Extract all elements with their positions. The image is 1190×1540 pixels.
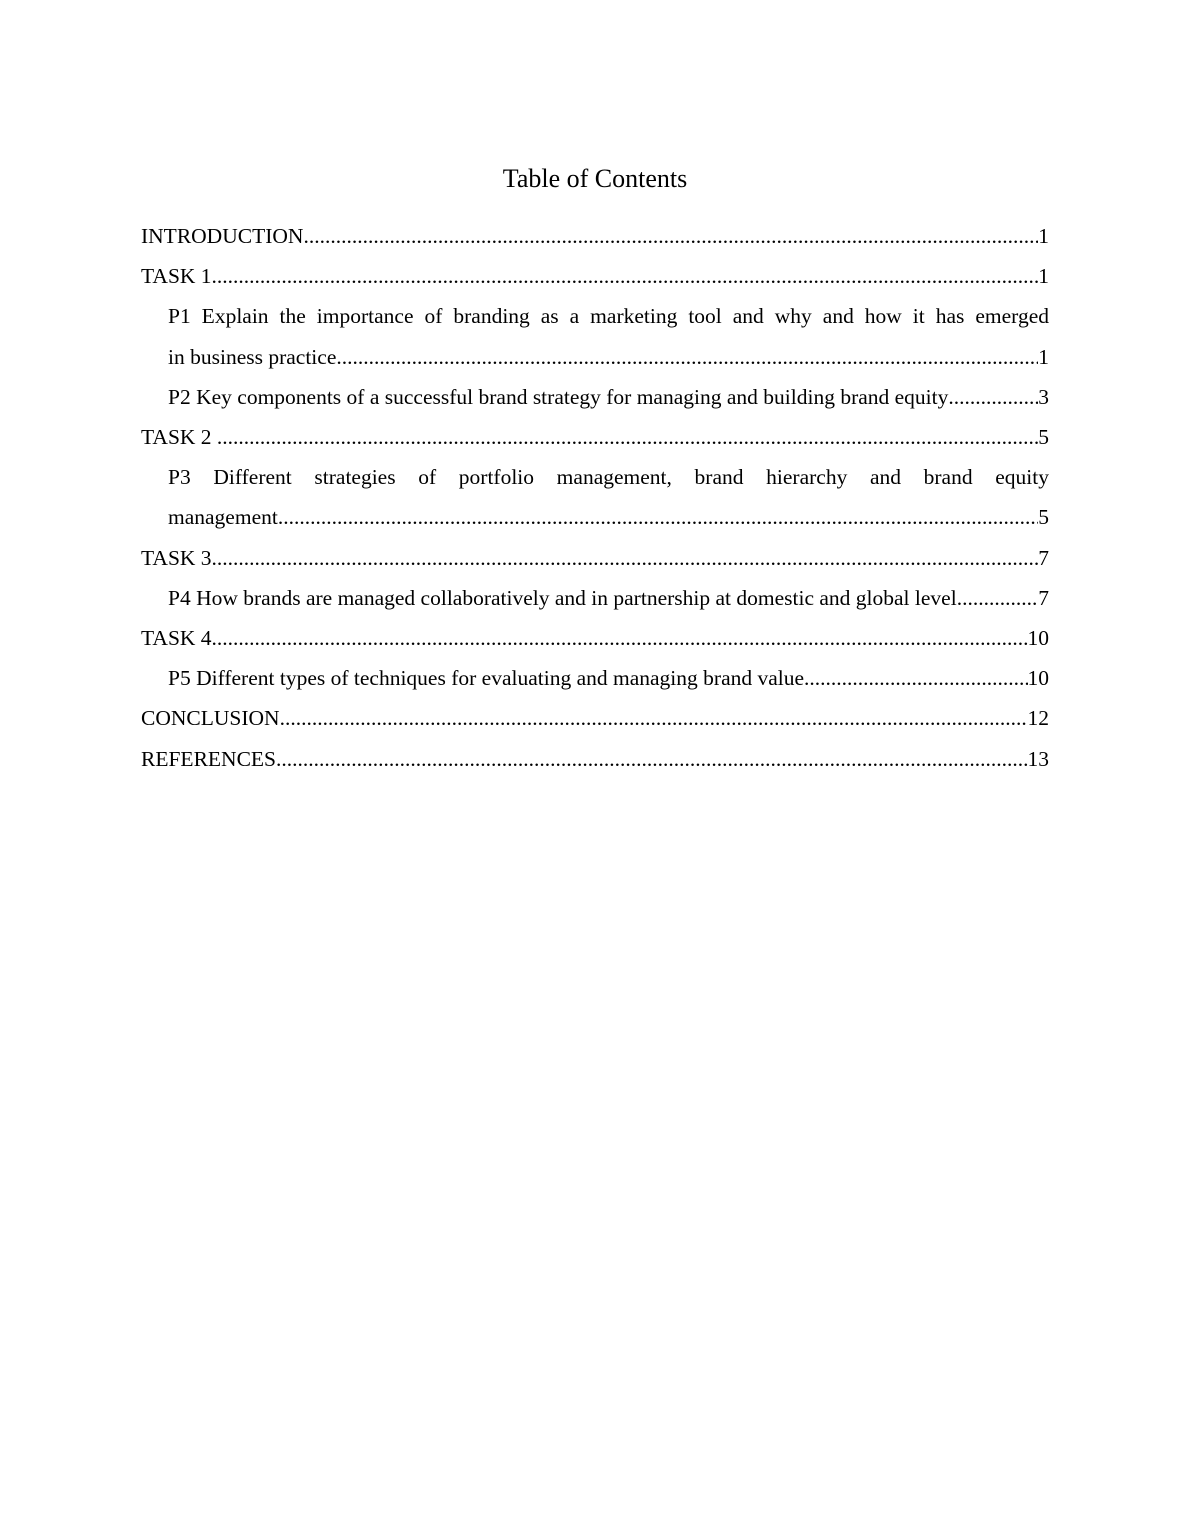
toc-page-number: 1: [1038, 264, 1049, 289]
toc-entry-p4[interactable]: [141, 578, 1049, 618]
toc-entry-introduction[interactable]: [141, 216, 1049, 256]
toc-page-number: 7: [1038, 545, 1049, 570]
toc-entry-text: P5 Different types of techniques for evaluating and managing brand value: [168, 666, 805, 691]
toc-entry-task-4[interactable]: [141, 618, 1049, 658]
toc-page-number: 5: [1038, 425, 1049, 450]
toc-entry-p3[interactable]: [141, 457, 1049, 537]
toc-entry-first-line: P3 Different strategies of portfolio management, brand hierarchy and brand equity: [168, 465, 1049, 490]
toc-dot-leader: [303, 216, 1038, 256]
toc-page-number: 1: [1038, 344, 1049, 369]
toc-entry-p5[interactable]: [141, 658, 1049, 698]
toc-list: [141, 216, 1049, 779]
toc-entry-references[interactable]: [141, 739, 1049, 779]
toc-dot-leader: [276, 739, 1028, 779]
toc-dot-leader: [278, 497, 1038, 537]
toc-title: Table of Contents: [502, 164, 688, 193]
toc-page-number: 12: [1027, 706, 1049, 731]
toc-page-number: 10: [1027, 626, 1049, 651]
toc-dot-leader: [212, 538, 1039, 578]
toc-entry-text: TASK 3: [141, 545, 212, 570]
toc-page-number: 13: [1027, 746, 1049, 771]
toc-entry-text: in business practice: [168, 344, 337, 369]
toc-entry-task-2[interactable]: [141, 417, 1049, 457]
toc-entry-conclusion[interactable]: [141, 698, 1049, 738]
toc-dot-leader: [212, 618, 1028, 658]
toc-entry-text: INTRODUCTION: [141, 224, 304, 248]
toc-entry-p1[interactable]: [141, 296, 1049, 376]
toc-dot-leader: [948, 377, 1038, 417]
toc-entry-task-3[interactable]: [141, 538, 1049, 578]
toc-page-number: 5: [1038, 505, 1049, 530]
toc-entry-p2[interactable]: [141, 377, 1049, 417]
toc-entry-text: P4 How brands are managed collaboratively and in partnership at domestic and global level: [168, 585, 957, 610]
toc-dot-leader: [280, 698, 1028, 738]
toc-page-number: 1: [1038, 224, 1049, 248]
toc-dot-leader: [212, 256, 1039, 296]
toc-page-number: 7: [1038, 585, 1049, 610]
toc-entry-task-1[interactable]: [141, 256, 1049, 296]
toc-entry-text: TASK 1: [141, 264, 212, 289]
toc-dot-leader: [804, 658, 1027, 698]
toc-dot-leader: [217, 417, 1038, 457]
toc-entry-first-line: P1 Explain the importance of branding as a marketing tool and why and how it has emerged: [168, 304, 1049, 329]
toc-entry-text: management: [168, 505, 278, 530]
toc-page-number: 3: [1038, 384, 1049, 409]
toc-entry-text: TASK 4: [141, 626, 212, 651]
toc-page-number: 10: [1027, 666, 1049, 691]
toc-dot-leader: [957, 578, 1039, 618]
toc-entry-text: P2 Key components of a successful brand strategy for managing and building brand equity: [168, 384, 949, 409]
toc-entry-text: TASK 2: [141, 425, 217, 450]
toc-dot-leader: [336, 337, 1038, 377]
toc-entry-text: REFERENCES: [141, 746, 276, 771]
toc-entry-text: CONCLUSION: [141, 706, 280, 731]
document-page: [141, 160, 1049, 779]
